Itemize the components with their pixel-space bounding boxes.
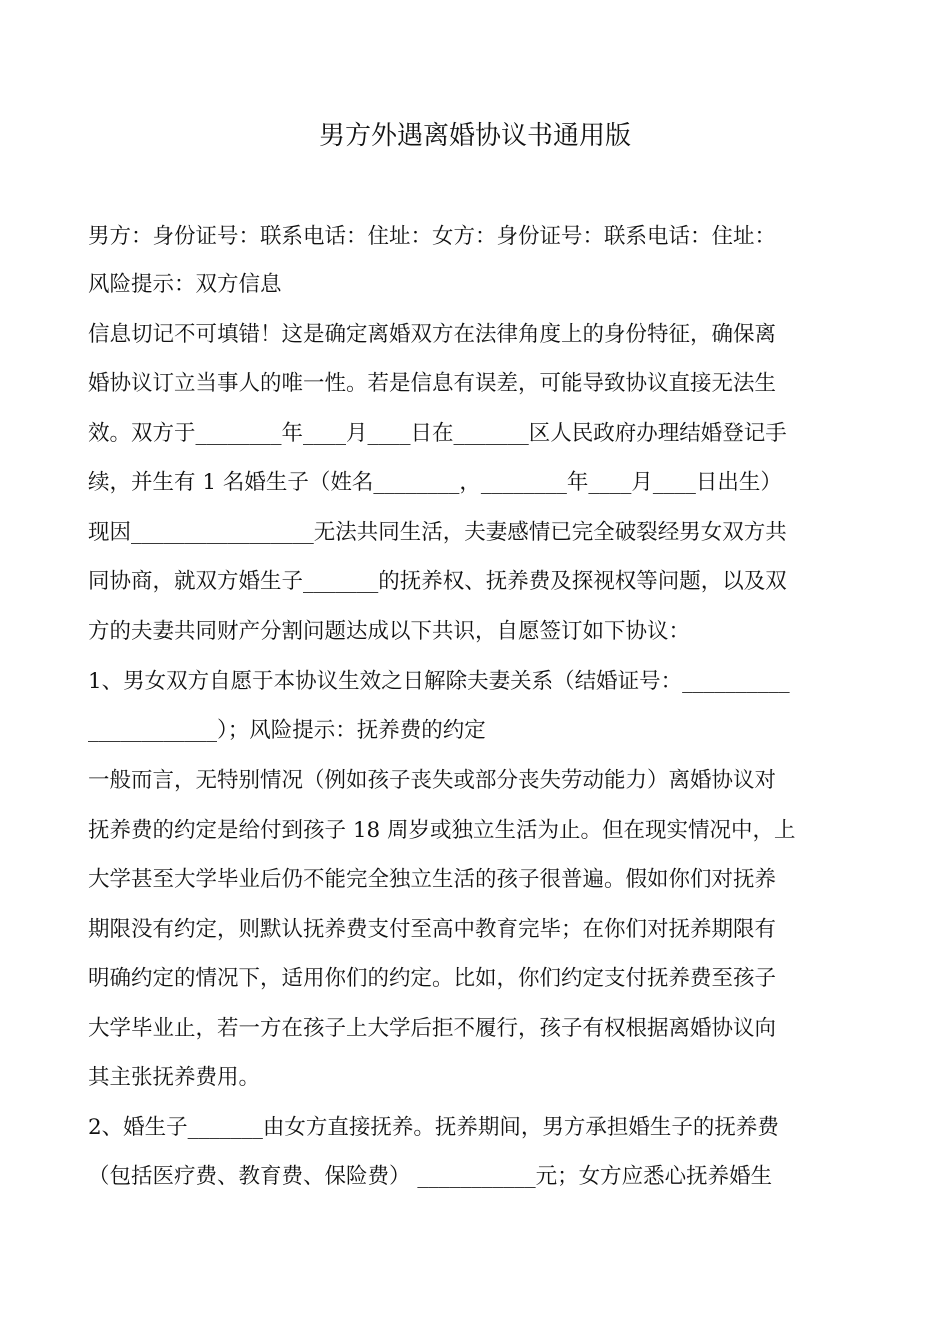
text-line: 续，并生有 1 名婚生子（姓名________，________年____月____日出生） [88,470,782,495]
text-line: 婚协议订立当事人的唯一性。若是信息有误差，可能导致协议直接无法生 [88,371,777,396]
text-line: 信息切记不可填错！这是确定离婚双方在法律角度上的身份特征，确保离 [88,322,777,347]
document-title: 男方外遇离婚协议书通用版 [318,121,631,151]
text-line: （包括医疗费、教育费、保险费） ___________元；女方应悉心抚养婚生 [88,1164,773,1189]
text-line: 大学甚至大学毕业后仍不能完全独立生活的孩子很普遍。假如你们对抚养 [88,867,777,892]
text-line: 男方：身份证号：联系电话：住址：女方：身份证号：联系电话：住址： [88,224,777,249]
text-line: 抚养费的约定是给付到孩子 18 周岁或独立生活为止。但在现实情况中，上 [88,818,796,843]
text-line: 风险提示：双方信息 [88,272,282,297]
text-line: ____________）；风险提示：抚养费的约定 [88,718,486,743]
text-line: 期限没有约定，则默认抚养费支付至高中教育完毕；在你们对抚养期限有 [88,917,777,942]
text-line: 其主张抚养费用。 [88,1065,261,1090]
text-line: 方的夫妻共同财产分割问题达成以下共识，自愿签订如下协议： [88,619,691,644]
text-line: 一般而言，无特别情况（例如孩子丧失或部分丧失劳动能力）离婚协议对 [88,768,777,793]
text-line: 同协商，就双方婚生子_______的抚养权、抚养费及探视权等问题，以及双 [88,569,787,594]
text-line: 大学毕业止，若一方在孩子上大学后拒不履行，孩子有权根据离婚协议向 [88,1016,777,1041]
text-line: 2、婚生子_______由女方直接抚养。抚养期间，男方承担婚生子的抚养费 [88,1115,779,1140]
text-line: 现因_________________无法共同生活，夫妻感情已完全破裂经男女双方共 [88,520,787,545]
text-line: 1、男女双方自愿于本协议生效之日解除夫妻关系（结婚证号：__________ [88,669,790,694]
text-line: 效。双方于________年____月____日在_______区人民政府办理结婚登记手 [88,421,787,446]
text-line: 明确约定的情况下，适用你们的约定。比如，你们约定支付抚养费至孩子 [88,966,777,991]
